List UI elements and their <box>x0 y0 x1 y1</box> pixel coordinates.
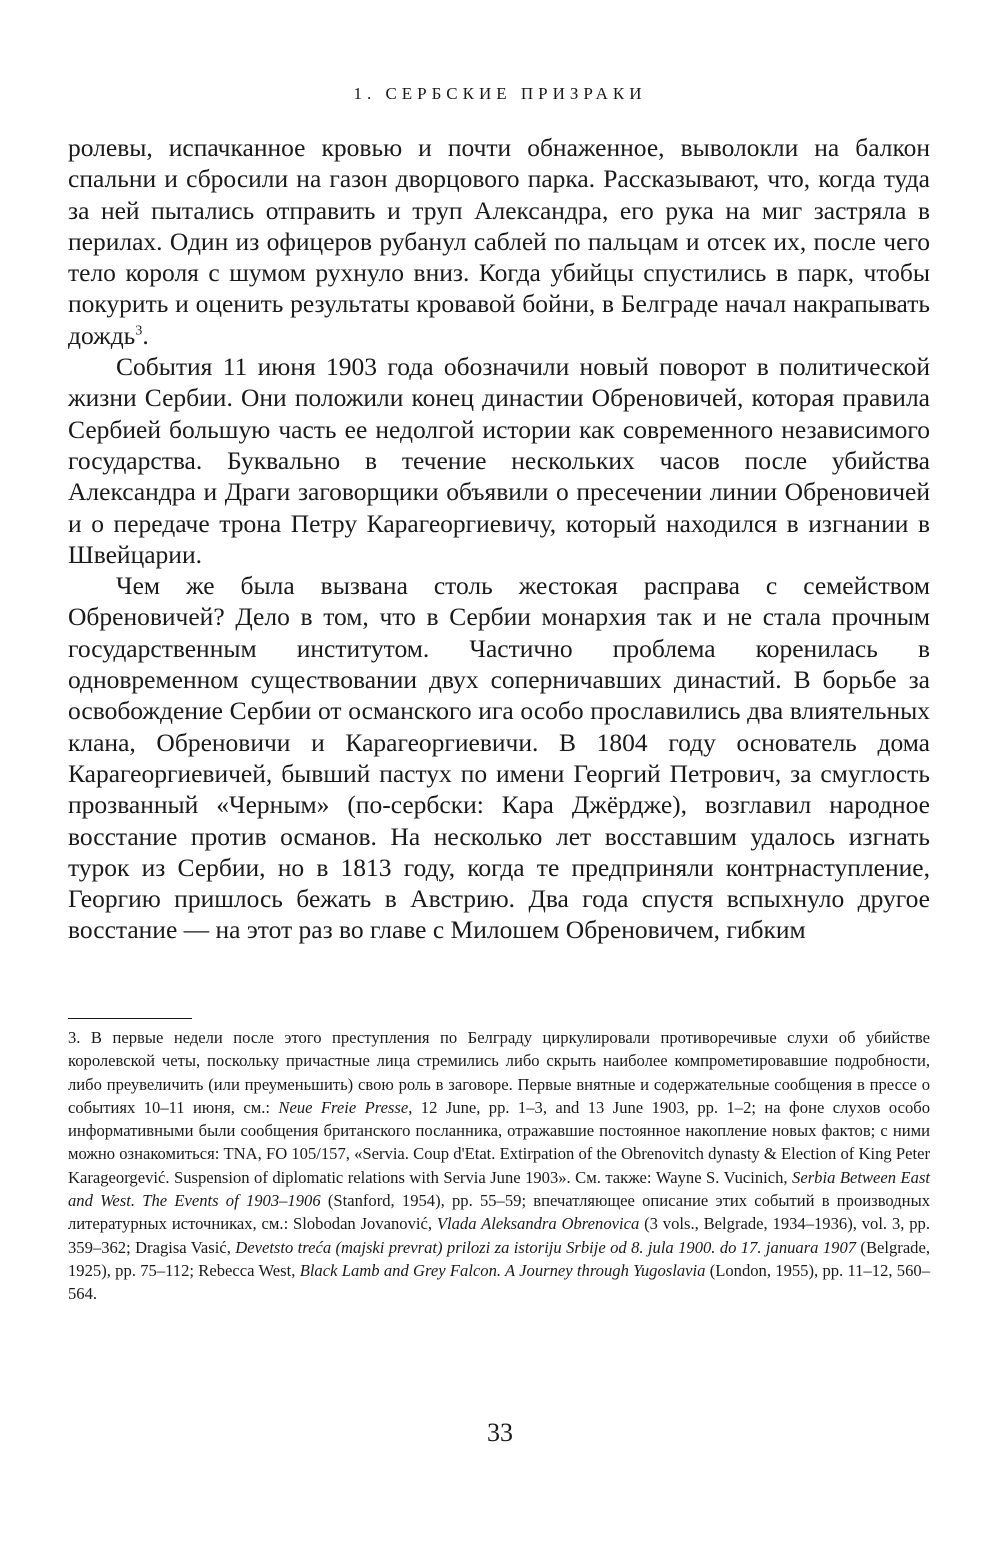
main-text <box>68 132 930 946</box>
running-head: 1. СЕРБСКИЕ ПРИЗРАКИ <box>353 84 647 103</box>
footnote-3 <box>68 1026 930 1306</box>
footnote-title: Neue Freie Presse <box>278 1097 409 1117</box>
footnote-segment: (Belgrade, 1925), pp. 75–112; Rebecca West, <box>68 1237 930 1280</box>
footnote-reference[interactable]: 3 <box>135 323 143 339</box>
footnote-title: Black Lamb and Grey Falcon. A Journey through Yugoslavia <box>299 1260 706 1280</box>
paragraph-1-end: . <box>142 320 149 350</box>
footnote-title: Serbia Between East and West. The Events of 1903–1906 <box>68 1167 931 1211</box>
footnote-divider <box>68 1018 192 1019</box>
footnote-title: Devetsto treća (majski prevrat) prilozi za istoriju Srbije od 8. jula 1900. do 17. januara 1907 <box>235 1237 857 1257</box>
footnote-segment: (London, 1955), pp. 11–12, 560–564. <box>68 1260 930 1304</box>
footnote-segment: (3 vols., Belgrade, 1934–1936), vol. 3, pp. 359–362; Dragisa Vasić, <box>68 1214 930 1257</box>
paragraph-1-text: ролевы, испачканное кровью и почти обнаженное, выволокли на балкон спальни и сбросили на газон дворцового парка. Рассказывают, что, когда туда за ней пытались отправить и труп Александра, его рука на миг застряла в перилах. Один из офицеров рубанул саблей по пальцам и отсек их, после чего тело короля с шумом рухнуло вниз. Когда убийцы спустились в парк, чтобы покурить и оценить результаты кровавой бойни, в Белграде начал накрапывать дождь <box>68 133 930 350</box>
paragraph-1 <box>68 132 930 351</box>
footnote-title: Vlada Aleksandra Obrenovica <box>436 1214 640 1234</box>
footnote-segment: (Stanford, 1954), pp. 55–59; впечатляющее описание этих событий в производных литературных источниках, см.: Slobodan Jovanović, <box>68 1191 931 1234</box>
page-number: 33 <box>487 1418 513 1447</box>
footnote-text <box>68 1026 930 1306</box>
paragraph-2: События 11 июня 1903 года обозначили новый поворот в политической жизни Сербии. Они положили конец династии Обреновичей, которая правила Сербией большую часть ее недолгой истории как современного независимого государства. Буквально в течение нескольких часов после убийства Александра и Драги заговорщики объявили о пресечении линии Обреновичей и о передаче трона Петру Карагеоргиевичу, который находился в изгнании в Швейцарии. <box>68 352 930 569</box>
footnote-segment: , 12 June, pp. 1–3, and 13 June 1903, pp. 1–2; на фоне слухов особо информативными были сообщения британского посланника, отражавшие постоянное накопление новых фактов; с ними можно ознакомиться: TNA, FO 105/157, «Servia. Coup d'Etat. Extirpation of the Obrenovitch dynasty & Election of King Peter Karageorgević. Suspension of diplomatic relations with Servia June 1903». См. также: Wayne S. Vucinich, <box>68 1097 930 1187</box>
footnote-segment: 3. В первые недели после этого преступления по Белграду циркулировали противоречивые слухи об убийстве королевской четы, поскольку причастные лица стремились либо скрыть наиболее компрометировавшие подробности, либо преувеличить (или преуменьшить) свою роль в заговоре. Первые внятные и содержательные сообщения в прессе о событиях 10–11 июня, см.: <box>68 1028 930 1117</box>
paragraph-3: Чем же была вызвана столь жестокая расправа с семейством Обреновичей? Дело в том, что в Сербии монархия так и не стала прочным государственным институтом. Частично проблема коренилась в одновременном существовании двух соперничавших династий. В борьбе за освобождение Сербии от османского ига особо прославились два влиятельных клана, Обреновичи и Карагеоргиевичи. В 1804 году основатель дома Карагеоргиевичей, бывший пастух по имени Георгий Петрович, за смуглость прозванный «Черным» (по-сербски: Кара Джёрдже), возглавил народное восстание против османов. На несколько лет восставшим удалось изгнать турок из Сербии, но в 1813 году, когда те предприняли контрнаступление, Георгию пришлось бежать в Австрию. Два года спустя вспыхнуло другое восстание — на этот раз во главе с Милошем Обреновичем, гибким <box>68 571 930 945</box>
